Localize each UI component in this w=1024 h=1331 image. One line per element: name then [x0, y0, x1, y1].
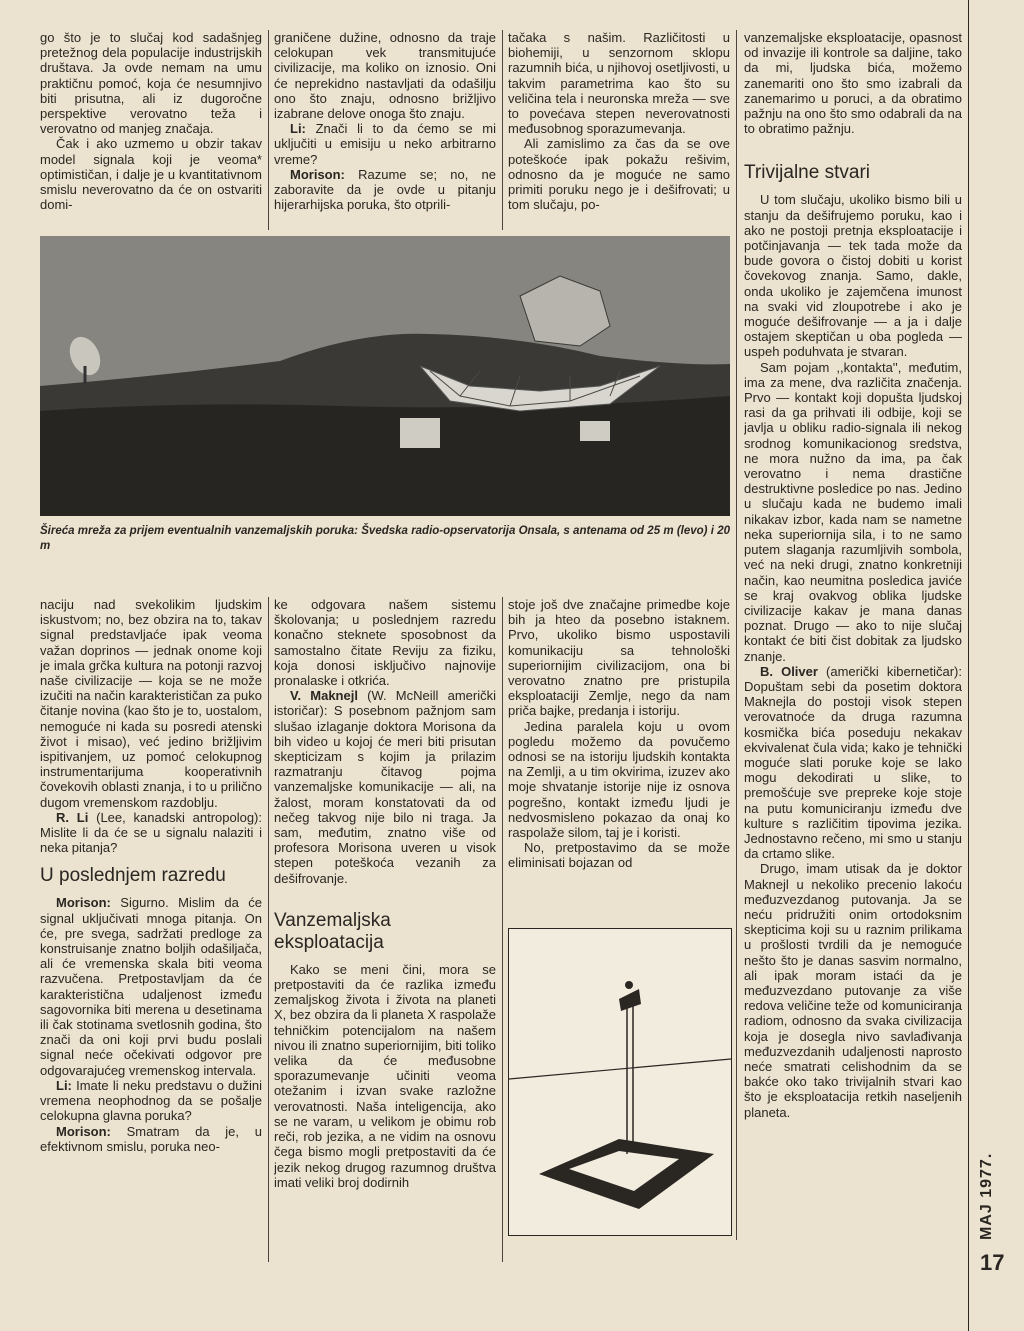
sketch-illustration	[508, 928, 732, 1236]
speaker: Morison:	[290, 166, 345, 182]
column-bottom-2	[274, 597, 496, 1262]
speech: Sigurno. Mislim da će signal uključivati mnoga pitanja. On će, pre svega, sadržati predloge za konstruisanje znatno boljih odašiljača, ali će vremenska skala biti veoma razvučena. Pretpostavljam da će karakteristična udaljenost između sagovornika biti merena u desetinama ili čak stotinama svetlosnih godina, što znači da oni koji prvi budu poslali signal neće očekivati odgovor pre odgovarajućeg vremenskog intervala.	[40, 895, 262, 1078]
column-bottom-1	[40, 597, 262, 1262]
speech: Razume se; no, ne zaboravite da je ovde u pitanju hijerarhijska poruka, što otprili-	[274, 166, 496, 213]
column-rule	[268, 30, 269, 230]
speaker: Li:	[56, 1077, 72, 1093]
speech: (američki kibernetičar): Dopuštam sebi da posetim doktora Maknejla do postoji visok stepen verovatnoće da druga razumna kosmička bića poseduju nekakav ekvivalenat čula vida; kako je tehnički moguće slati poruke koje se lako mogu dekodirati u slike, to premošćuje sve prepreke koje stoje na putu komuniciranju između dve kulture s različitim tipovima jezika. Jednostavno rečeno, mi smo u stanju da crtamo slike.	[744, 663, 962, 862]
paragraph: Jedina paralela koju u ovom pogledu možemo da povučemo odnosi se na istoriju ljudskih kontakta na Zemlji, a u tim okvirima, izuzev ako moje shvatanje istorije nije iz osnova pogrešno, kontakt između ljudi je nedvosmisleno pokazao da onaj ko raspolaže silom, taj je i koristi.	[508, 718, 730, 841]
margin-rule	[968, 0, 969, 1331]
page-number: 17	[980, 1250, 1005, 1275]
paragraph: graničene dužine, odnosno da traje celokupan vek transmitujuće civilizacije, ma koliko on iznosio. Oni će neprekidno nastavljati da odašilju ono što znaju, odnosno brižljivo izabrane delove onoga što znaju.	[274, 30, 496, 122]
paragraph: Sam pojam ,,kontakta'', međutim, ima za mene, dva različita značenja. Prvo — kontakt koji dopušta ljudskoj rasi da ga prihvati ili odbije, koji se javlja u obliku radio-signala ili nekog srodnog komunikacionog sredstva, ne mora nužno da ima, pa čak verovatno i nema drastične destruktivne posledice po nas. Jedino u slučaju kada ne budemo imali nikakav izbor, kada nam se nametne neka superiornija sila, i to ne samo putem slaganja razumljivih sombola, već na neki drugi, znatno konkretniji način, kao neumitna posledica javiće se kraj ovakvog oblika ljudske civilizacije kakav je mana danas poznat. Drugo — ako to nije slučaj kontakt će biti čist dobitak za ljudsko znanje.	[744, 359, 962, 664]
paragraph: vanzemaljske eksploatacije, opasnost od invazije ili kontrole sa daljine, tako da mi, ljudska bića, možemo zanemariti ono što smo izabrali da zanemarimo u poruci, a da obratimo pažnju na ono što smo odabrali da na to obratimo pažnju.	[744, 30, 962, 137]
column-rule	[736, 30, 737, 1240]
speaker: R. Li	[56, 809, 89, 825]
paragraph: No, pretpostavimo da se može eliminisati bojazan od	[508, 840, 730, 871]
paragraph: U tom slučaju, ukoliko bismo bili u stanju da dešifrujemo poruku, kao i ako ne postoji pretnja eksploatacije i potčinjavanja — tek tada može da bude govora o čistoj dobiti u korist čovekovog znanja. Samo, dakle, onda ukoliko je zajemčena imunost na svaki vid zloupotrebe i ako je moguće dešifrovanje — a ja i dalje ostajem skeptičan u oba pogleda — uspeh poduhvata je stvaran.	[744, 192, 962, 360]
paragraph: Drugo, imam utisak da je doktor Maknejl u nekoliko precenio lakoću međuzvezdanog putovanja. Ja se neću pridružiti onim ortodoksnim skepticima koji su u raznim prilikama u prošlosti tvrdili da je nemoguće nešto što je danas sasvim normalno, ali ipak moram istaći da je međuzvezdano putovanje za više redova veličine teže od komuniciranja radiom, odnosno da svaka civilizacija koja je dosegla nivo savlađivanja međuzvezdanih udaljenosti naprosto neće smatrati celishodnim da se bakće oko tako trivijalnih stvari kao što je eksploatacija retkih naseljenih planeta.	[744, 861, 962, 1120]
speaker: Morison:	[56, 895, 111, 911]
issue-date: MAJ 1977.	[978, 1152, 995, 1240]
hole-sketch-image	[509, 929, 731, 1235]
speaker: V. Maknejl	[290, 688, 358, 704]
paragraph: go što je to slučaj kod sadašnjeg pretežnog dela populacije industrijskih društava. Ja ovde nemam na umu praktičnu pomoć, koja će nesumnjivo biti prisutna, ali iz dugoročne perspektive verovatno teža i verovatno od manjeg značaja.	[40, 30, 262, 137]
column-top-2	[274, 30, 496, 230]
speaker: Morison:	[56, 1123, 111, 1139]
paragraph: Kako se meni čini, mora se pretpostaviti da će razlika između zemaljskog života i života na planeti X, bez obzira da li planeta X raspolaže tehničkim potencijalom na našem nivou ili znatno superiornijim, biti toliko velika da će međusobne sporazumevanje učiniti veoma otežanim i izvan svake razložne verovatnosti. Naša inteligencija, ako se ne varam, u velikom je obimu rob reči, rob jezika, a ne vidim na osnovu čega bismo mogli pretpostaviti da će jezik nekog drugog razumnog društva imati veliki broj dodirnih	[274, 961, 496, 1190]
speech: Imate li neku predstavu o dužini vremena neophodnog da se pošalje celokupna glavna poruka?	[40, 1077, 262, 1124]
section-heading: Trivijalne stvari	[744, 162, 870, 184]
photo-caption: Šireća mreža za prijem eventualnih vanzemaljskih poruka: Švedska radio-opservatorija Onsala, s antenama od 25 m (levo) i 20 m	[40, 525, 730, 552]
speech: Znači li to da ćemo se mi uključiti u emisiju u neko arbitrarno vreme?	[274, 121, 496, 167]
column-rule	[268, 597, 269, 1262]
column-bottom-3	[508, 597, 730, 922]
column-rule	[502, 30, 503, 230]
speech: (Lee, kanadski antropolog): Mislite li da će se u signalu nalaziti i neka pitanja?	[40, 809, 262, 856]
section-heading: Vanzemaljska eksploatacija	[274, 909, 391, 953]
speaker: B. Oliver	[760, 663, 818, 679]
observatory-photo	[40, 236, 730, 516]
column-top-1	[40, 30, 262, 230]
paragraph: tačaka s našim. Različitosti u biohemiji, u senzornom sklopu razumnih bića, u njihovoj osetljivosti, u takvim parametrima kao što su veličina tela i neuronska mreža — sve to povećava stepen neverovatnosti međusobnog sporazumevanja.	[508, 30, 730, 137]
speech: Smatram da je, u efektivnom smislu, poruka neo-	[40, 1123, 262, 1154]
column-rule	[502, 597, 503, 1262]
paragraph: Ali zamislimo za čas da se ove poteškoće ipak pokažu rešivim, odnosno da je moguće ne samo primiti poruku nego je i dešifrovati; u tom slučaju, po-	[508, 136, 730, 213]
paragraph: stoje još dve značajne primedbe koje bih ja hteo da posebno istaknem. Prvo, ukoliko bismo uspostavili komunikaciju sa tehnološki superiornijim civilizacijom, ona bi verovatno znatno pre pristupila eksploataciji Zemlje, nego da nam priča bajke, predanja i istoriju.	[508, 597, 730, 719]
speaker: Li:	[290, 121, 306, 137]
section-heading: U poslednjem razredu	[40, 865, 226, 887]
column-top-3	[508, 30, 730, 230]
speech: (W. McNeill američki istoričar): S posebnom pažnjom sam slušao izlaganje doktora Morisona da bih video u kojoj će meri biti prisutan skepticizam s kojim ja prilazim razmatranju čitavog pojma vanzemaljske komunikacije — ali, na žalost, moram konstatovati da od nečeg takvog nije bilo ni traga. Ja sam, međutim, znatno više od profesora Morisona uveren u visok stepen poteškoća vezanih za dešifrovanje.	[274, 688, 496, 886]
paragraph: naciju nad svekolikim ljudskim iskustvom; no, bez obzira na to, takav signal predstavljaće ipak veoma važan doprinos — jednak onome koji je imala grčka kultura na potonji razvoj naše civilizacije — koja se ne može izučiti na način karakterističan za puko čitanje novina (kao što je to, uostalom, nemoguće ni kada su posredi atenski život i misao), već jedino brižljivim ispitivanjem, uz pomoć celokupnog instrumentarijuma kooperativnih čovekovih oblasti znanja, i to u prilično dugom vremenskom razdoblju.	[40, 597, 262, 810]
column-right	[744, 30, 962, 1240]
paragraph: ke odgovara našem sistemu školovanja; u poslednjem razredu konačno steknete sposobnost da samostalno čitate Reviju za fiziku, koja donosi isključivo najnovije pronalaske i otkrića.	[274, 597, 496, 689]
radio-telescope-image	[40, 236, 730, 516]
paragraph: Čak i ako uzmemo u obzir takav model signala koji je veoma* optimističan, i dalje je u kvantitativnom smislu neverovatno da će on ostvariti domi-	[40, 136, 262, 213]
